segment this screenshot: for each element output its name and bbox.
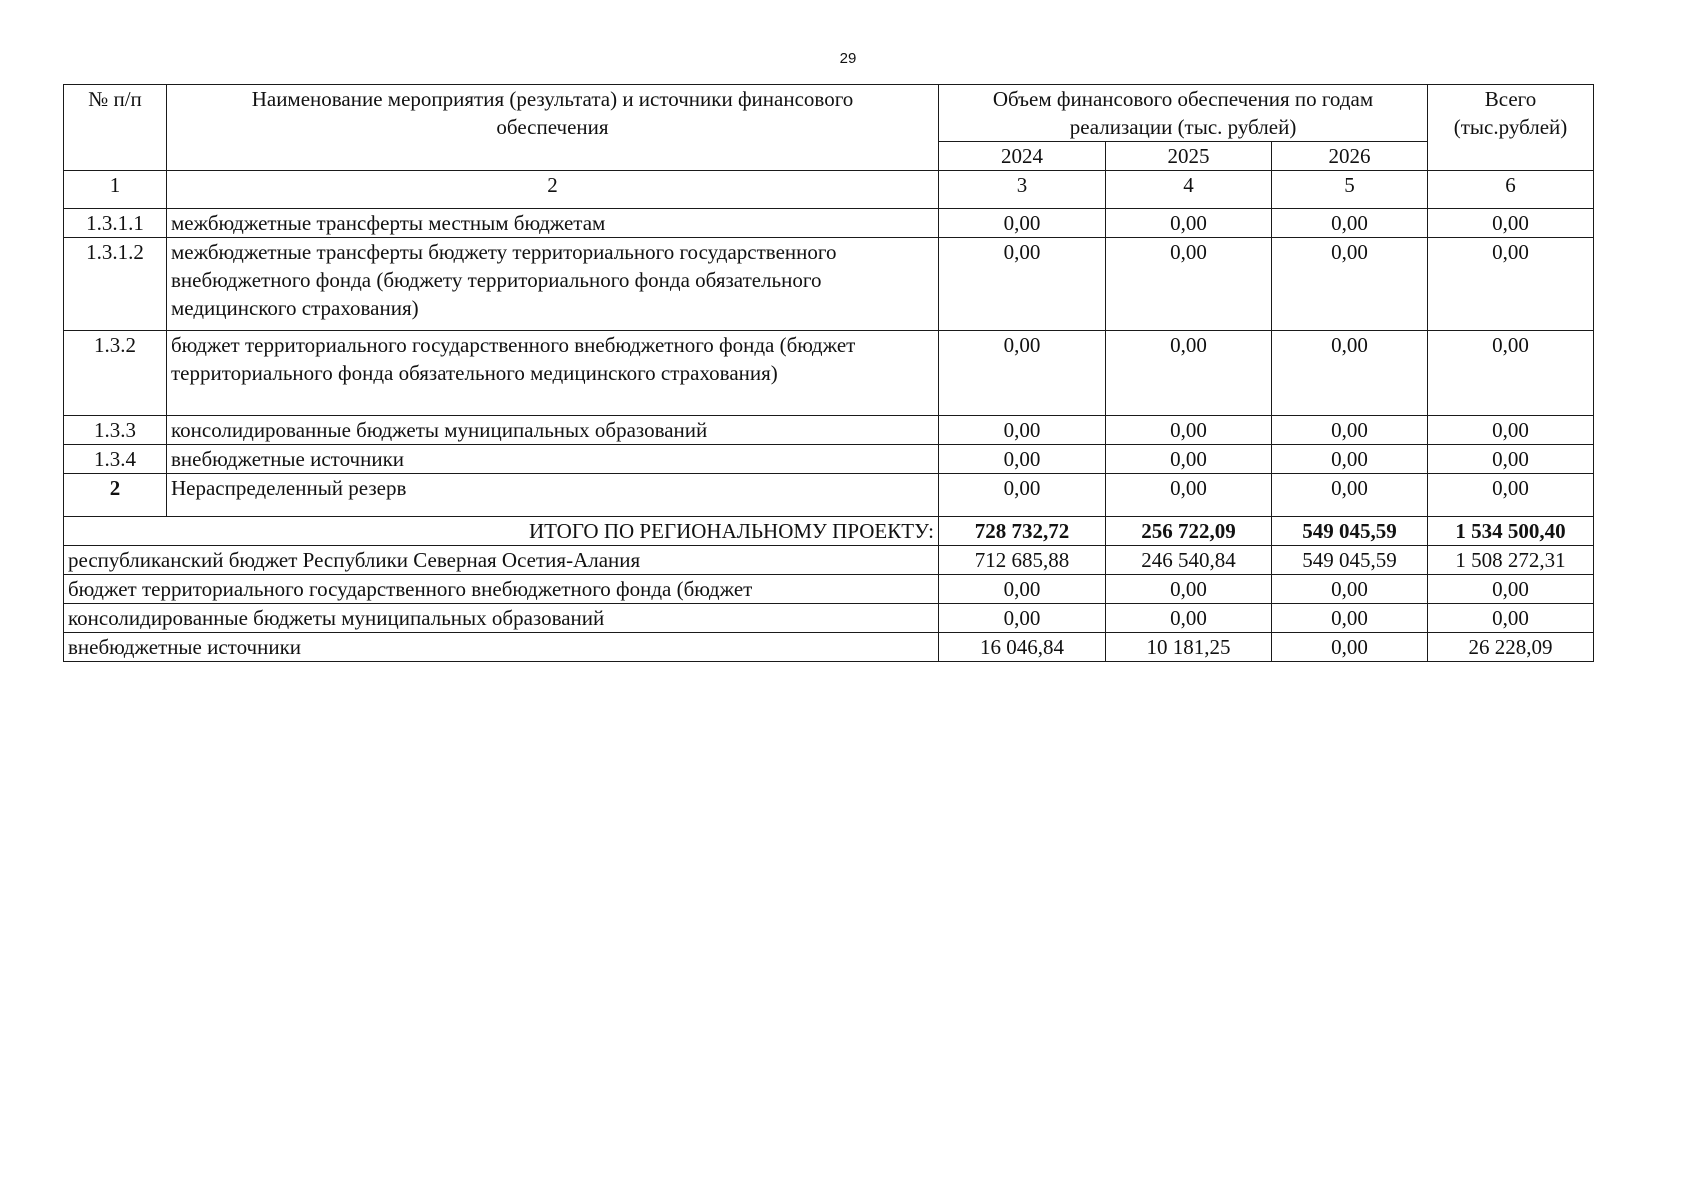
row-name: внебюджетные источники (167, 445, 939, 474)
source-row (64, 575, 1594, 604)
index-cell: 6 (1428, 171, 1594, 209)
header-year-2024: 2024 (939, 142, 1106, 171)
header-num: № п/п (64, 85, 167, 171)
total-value-2024: 728 732,72 (939, 517, 1106, 546)
row-total: 0,00 (1428, 209, 1594, 238)
row-name: межбюджетные трансферты местным бюджетам (167, 209, 939, 238)
header-name: Наименование мероприятия (результата) и источники финансового обеспечения (167, 85, 939, 171)
source-value-2025: 0,00 (1106, 575, 1272, 604)
source-value-2026: 0,00 (1272, 604, 1428, 633)
row-total: 0,00 (1428, 445, 1594, 474)
row-value-2025: 0,00 (1106, 238, 1272, 331)
row-value-2025: 0,00 (1106, 209, 1272, 238)
source-total: 0,00 (1428, 604, 1594, 633)
source-name: внебюджетные источники (64, 633, 939, 662)
source-value-2025: 0,00 (1106, 604, 1272, 633)
row-value-2026: 0,00 (1272, 238, 1428, 331)
row-name: бюджет территориального государственного внебюджетного фонда (бюджет территориального фонда обязательного медицинского страхования) (167, 331, 939, 416)
row-num: 1.3.4 (64, 445, 167, 474)
index-cell: 2 (167, 171, 939, 209)
total-label: ИТОГО ПО РЕГИОНАЛЬНОМУ ПРОЕКТУ: (64, 517, 939, 546)
source-value-2026: 0,00 (1272, 575, 1428, 604)
total-value-2026: 549 045,59 (1272, 517, 1428, 546)
table-row (64, 331, 1594, 416)
header-year-2025: 2025 (1106, 142, 1272, 171)
header-year-2026: 2026 (1272, 142, 1428, 171)
row-value-2024: 0,00 (939, 416, 1106, 445)
row-total: 0,00 (1428, 474, 1594, 517)
source-value-2025: 246 540,84 (1106, 546, 1272, 575)
source-value-2024: 0,00 (939, 604, 1106, 633)
source-total: 1 508 272,31 (1428, 546, 1594, 575)
table-row (64, 416, 1594, 445)
row-value-2025: 0,00 (1106, 331, 1272, 416)
source-value-2024: 0,00 (939, 575, 1106, 604)
row-value-2024: 0,00 (939, 238, 1106, 331)
row-value-2024: 0,00 (939, 209, 1106, 238)
source-row (64, 546, 1594, 575)
source-name: республиканский бюджет Республики Северная Осетия-Алания (64, 546, 939, 575)
financing-table (63, 84, 1594, 662)
row-value-2024: 0,00 (939, 474, 1106, 517)
index-cell: 4 (1106, 171, 1272, 209)
row-num: 1.3.1.1 (64, 209, 167, 238)
source-value-2026: 0,00 (1272, 633, 1428, 662)
total-row (64, 517, 1594, 546)
row-num: 2 (64, 474, 167, 517)
index-cell: 5 (1272, 171, 1428, 209)
source-value-2025: 10 181,25 (1106, 633, 1272, 662)
index-cell: 3 (939, 171, 1106, 209)
row-total: 0,00 (1428, 416, 1594, 445)
header-volume: Объем финансового обеспечения по годам реализации (тыс. рублей) (939, 85, 1428, 142)
source-name: консолидированные бюджеты муниципальных образований (64, 604, 939, 633)
row-num: 1.3.1.2 (64, 238, 167, 331)
index-row (64, 171, 1594, 209)
source-value-2024: 712 685,88 (939, 546, 1106, 575)
row-value-2026: 0,00 (1272, 331, 1428, 416)
row-num: 1.3.2 (64, 331, 167, 416)
table-row (64, 209, 1594, 238)
source-total: 0,00 (1428, 575, 1594, 604)
header-row (64, 85, 1594, 142)
source-total: 26 228,09 (1428, 633, 1594, 662)
source-value-2026: 549 045,59 (1272, 546, 1428, 575)
total-value-all: 1 534 500,40 (1428, 517, 1594, 546)
table-row (64, 474, 1594, 517)
row-value-2026: 0,00 (1272, 209, 1428, 238)
source-row (64, 604, 1594, 633)
source-name: бюджет территориального государственного внебюджетного фонда (бюджет (64, 575, 939, 604)
row-name: Нераспределенный резерв (167, 474, 939, 517)
row-value-2025: 0,00 (1106, 445, 1272, 474)
row-value-2025: 0,00 (1106, 474, 1272, 517)
header-total: Всего (тыс.рублей) (1428, 85, 1594, 171)
row-num: 1.3.3 (64, 416, 167, 445)
row-value-2026: 0,00 (1272, 416, 1428, 445)
page-number: 29 (839, 50, 857, 67)
row-value-2026: 0,00 (1272, 474, 1428, 517)
table-row (64, 445, 1594, 474)
row-name: межбюджетные трансферты бюджету территориального государственного внебюджетного фонда (бюджету территориального фонда обязательного медицинского страхования) (167, 238, 939, 331)
source-row (64, 633, 1594, 662)
row-name: консолидированные бюджеты муниципальных образований (167, 416, 939, 445)
row-total: 0,00 (1428, 331, 1594, 416)
row-value-2024: 0,00 (939, 331, 1106, 416)
row-value-2025: 0,00 (1106, 416, 1272, 445)
source-value-2024: 16 046,84 (939, 633, 1106, 662)
row-value-2026: 0,00 (1272, 445, 1428, 474)
table-row (64, 238, 1594, 331)
row-total: 0,00 (1428, 238, 1594, 331)
row-value-2024: 0,00 (939, 445, 1106, 474)
index-cell: 1 (64, 171, 167, 209)
total-value-2025: 256 722,09 (1106, 517, 1272, 546)
